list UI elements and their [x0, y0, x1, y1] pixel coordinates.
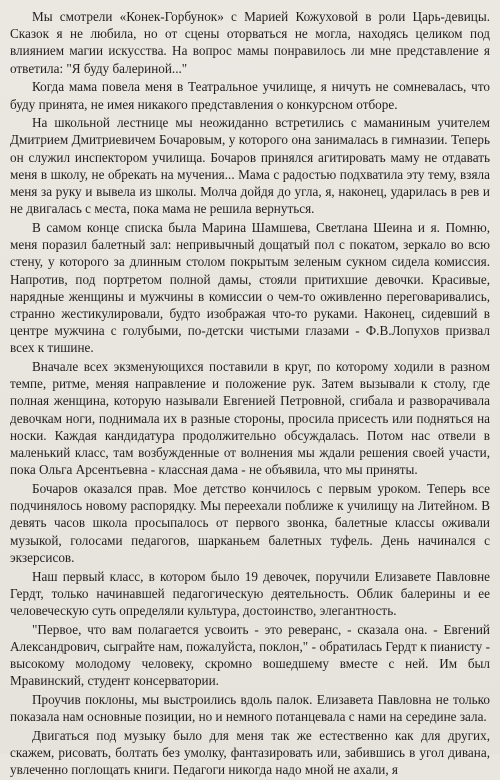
- paragraph-2: Когда мама повела меня в Театральное училище, я ничуть не сомневалась, что буду принята, не имея никакого представления о конкурсном отборе.: [10, 79, 490, 112]
- body-text: [10, 8, 490, 780]
- paragraph-3: На школьной лестнице мы неожиданно встретились с маманиным учителем Дмитрием Дмитриевичем Бочаровым, у которого она занималась в гимназии. Теперь он служил инспектором училища. Бочаров принялся агитировать маму не отдавать меня в школу, не обрекать на мучения... Мама с радостью подхватила эту тему, взяла меня за руку и вывела из школы. Молча дойдя до угла, я, наконец, ударилась в рев и не двигалась с места, пока мама не решила вернуться.: [10, 115, 490, 217]
- paragraph-4: В самом конце списка была Марина Шамшева, Светлана Шеина и я. Помню, меня поразил балетный зал: непривычный дощатый пол с покатом, зеркало во всю стену, у которого за длинным столом покрытым зеленым сукном сидела комиссия. Напротив, под портретом полной дамы, стояли притихшие девочки. Красивые, нарядные женщины и мужчины в комиссии о чем-то оживленно переговаривались, странно жестикулировали, будто изображая что-то руками. Наконец, сидевший в центре мужчина с голубыми, по-детски чистыми глазами - Ф.В.Лопухов призвал всех к тишине.: [10, 219, 490, 356]
- paragraph-9: Проучив поклоны, мы выстроились вдоль палок. Елизавета Павловна не только показала нам основные позиции, но и немного потанцевала с нами на середине зала.: [10, 691, 490, 725]
- paragraph-6: Бочаров оказался прав. Мое детство кончилось с первым уроком. Теперь все подчинялось новому распорядку. Мы переехали поближе к училищу на Литейном. В девять часов школа просыпалось от первого звонка, балетные классы оживали музыкой, голосами педагогов, шарканьем балетных туфель. День начинался с экзерсисов.: [10, 480, 490, 565]
- paragraph-1: Мы смотрели «Конек-Горбунок» с Марией Кожуховой в роли Царь-девицы. Сказок я не любила, но от сцены оторваться не могла, находясь целиком под влиянием магии искусства. На вопрос мамы понравилось ли мне представление я ответила: "Я буду балериной...": [10, 9, 490, 76]
- paragraph-8: "Первое, что вам полагается усвоить - это реверанс, - сказала она. - Евгений Александрович, сыграйте нам, пожалуйста, поклон," - обратилась Гердт к пианисту - высокому молодому человеку, скромно вошедшему вместе с ней. Им был Мравинский, студент консерватории.: [10, 621, 490, 689]
- paragraph-7: Наш первый класс, в котором было 19 девочек, поручили Елизавете Павловне Гердт, только начинавшей педагогическую деятельность. Облик балерины и ее человеческую суть определяли культура, достоинство, элегантность.: [10, 568, 490, 618]
- paragraph-5: Вначале всех экзменующихся поставили в круг, по которому ходили в разном темпе, ритме, меняя направление и положение рук. Затем вызывали к столу, где полная женщина, которую называли Евгенией Петровной, сгибала и разворачивала девочкам ноги, поднимала их в разные стороны, просила присесть или подняться на носки. Каждая кандидатура продолжительно обсуждалась. Потом нас отвели в маленький класс, там возбужденные от волнения мы ждали решения своей участи, пока Ольга Арсентьевна - классная дама - не объявила, что мы приняты.: [10, 359, 490, 478]
- paragraph-10: Двигаться под музыку было для меня так же естественно как для других, скажем, рисовать, болтать без умолку, фантазировать или, забившись в угол дивана, увлеченно поглощать книги. Педагоги никогда надо мной не ахали, я: [10, 727, 490, 778]
